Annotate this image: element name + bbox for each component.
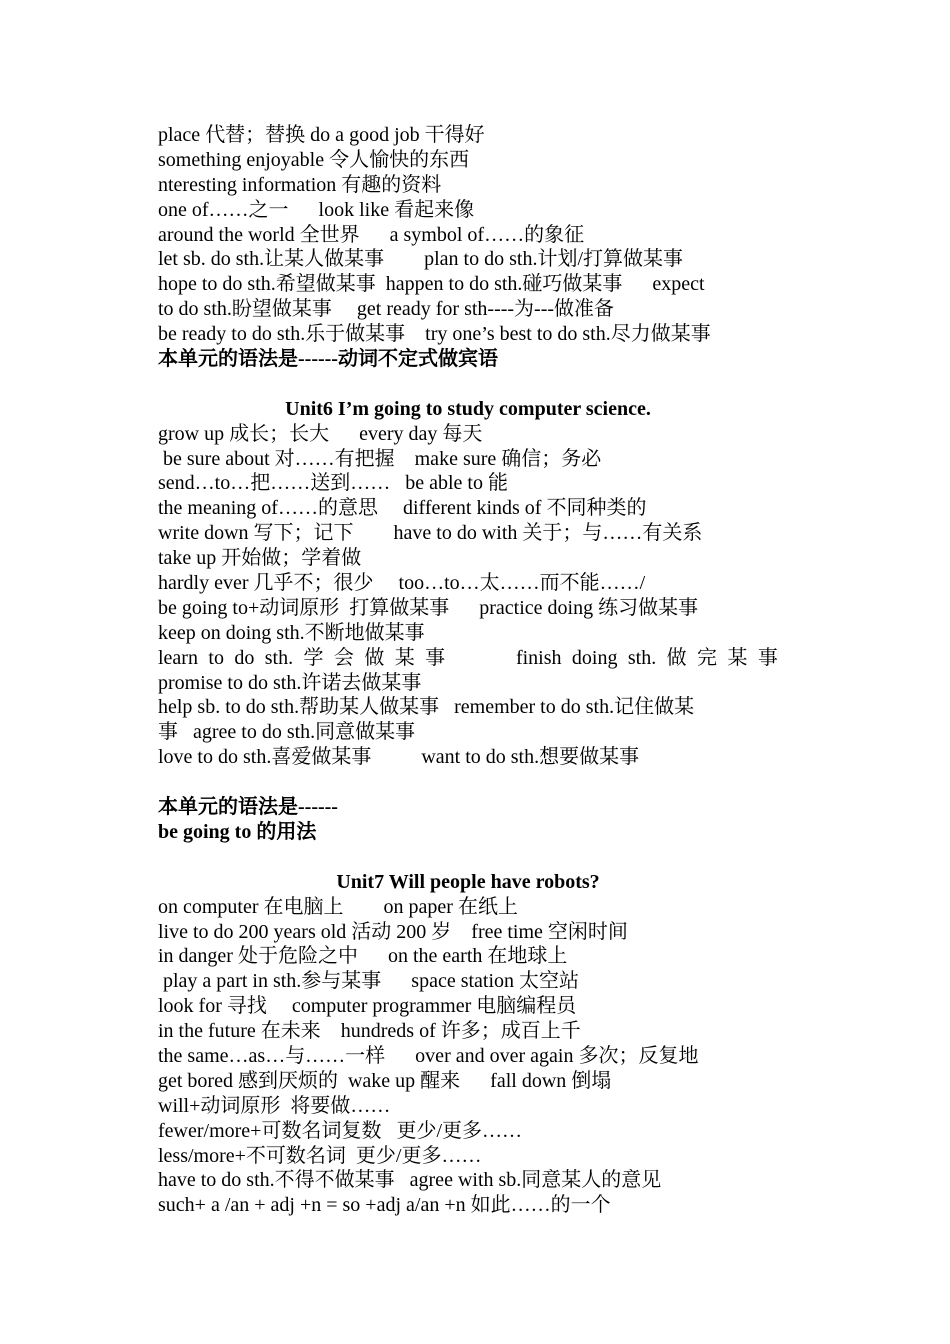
word: 某 (394, 646, 415, 669)
vocab-line: in the future 在未来 hundreds of 许多；成百上千 (158, 1020, 581, 1043)
vocab-line: look for 寻找 computer programmer 电脑编程员 (158, 995, 577, 1018)
word: do (234, 646, 255, 669)
word: 某 (727, 646, 748, 669)
vocab-line: play a part in sth.参与某事 space station 太空站 (158, 970, 580, 993)
spacer (158, 372, 778, 397)
word: 做 (666, 646, 687, 669)
spacer (158, 770, 778, 795)
vocab-line: to do sth.盼望做某事 get ready for sth----为---做准备 (158, 298, 615, 321)
word: learn (158, 646, 198, 669)
grammar-note: 本单元的语法是------动词不定式做宾语 (158, 348, 498, 371)
vocab-line: be sure about 对……有把握 make sure 确信；务必 (158, 447, 602, 470)
vocab-line: keep on doing sth.不断地做某事 (158, 621, 425, 644)
vocab-line: write down 写下；记下 have to do with 关于；与……有关系 (158, 522, 703, 545)
vocab-line: such+ a /an + adj +n = so +adj a/an +n 如此……的一个 (158, 1194, 611, 1217)
vocab-line: the meaning of……的意思 different kinds of 不同种类的 (158, 497, 647, 520)
vocab-line: one of……之一 look like 看起来像 (158, 198, 475, 221)
word: 做 (364, 646, 385, 669)
word: 会 (333, 646, 354, 669)
vocab-line: take up 开始做；学着做 (158, 547, 362, 570)
vocab-line: around the world 全世界 a symbol of……的象征 (158, 223, 585, 246)
vocab-line: in danger 处于危险之中 on the earth 在地球上 (158, 945, 568, 968)
vocab-line: grow up 成长；长大 every day 每天 (158, 422, 483, 445)
vocab-line: something enjoyable 令人愉快的东西 (158, 148, 470, 171)
spacer (158, 845, 778, 870)
vocab-line: hope to do sth.希望做某事 happen to do sth.碰巧做某事 expect (158, 273, 705, 296)
vocab-line: live to do 200 years old 活动 200 岁 free time 空闲时间 (158, 920, 628, 943)
unit-title: Unit6 I’m going to study computer science. (285, 397, 651, 420)
unit-title: Unit7 Will people have robots? (336, 870, 600, 893)
vocab-line: place 代替；替换 do a good job 干得好 (158, 124, 485, 146)
vocab-line: be ready to do sth.乐于做某事 try one’s best to do sth.尽力做某事 (158, 323, 711, 346)
word: doing (571, 646, 618, 669)
vocab-line: send…to…把……送到…… be able to 能 (158, 472, 508, 495)
word: 事 (425, 646, 446, 669)
vocab-line: the same…as…与……一样 over and over again 多次；反复地 (158, 1044, 699, 1067)
gap (456, 646, 506, 671)
vocab-line: hardly ever 几乎不；很少 too…to…太……而不能……/ (158, 572, 646, 595)
vocab-line: fewer/more+可数名词复数 更少/更多…… (158, 1119, 523, 1142)
word: sth. (627, 646, 657, 669)
vocab-line: 事 agree to do sth.同意做某事 (158, 721, 416, 744)
word: 事 (757, 646, 778, 669)
vocab-line: get bored 感到厌烦的 wake up 醒来 fall down 倒塌 (158, 1069, 612, 1092)
vocab-line: help sb. to do sth.帮助某人做某事 remember to do sth.记住做某 (158, 696, 695, 719)
vocab-line: will+动词原形 将要做…… (158, 1094, 391, 1117)
grammar-note: be going to 的用法 (158, 820, 317, 843)
word: sth. (264, 646, 294, 669)
word: to (208, 646, 224, 669)
vocab-line: on computer 在电脑上 on paper 在纸上 (158, 895, 518, 918)
word: finish (515, 646, 562, 669)
vocab-line: be going to+动词原形 打算做某事 practice doing 练习做某事 (158, 596, 699, 619)
grammar-note: 本单元的语法是------ (158, 796, 338, 819)
word: 学 (303, 646, 324, 669)
vocab-line: have to do sth.不得不做某事 agree with sb.同意某人的意见 (158, 1169, 662, 1192)
vocab-line: love to do sth.喜爱做某事 want to do sth.想要做某事 (158, 746, 640, 769)
vocab-line: nteresting information 有趣的资料 (158, 173, 442, 196)
vocab-line-justified (158, 646, 778, 671)
vocab-line: promise to do sth.许诺去做某事 (158, 671, 422, 694)
word: 完 (697, 646, 718, 669)
vocab-line: less/more+不可数名词 更少/更多…… (158, 1144, 482, 1167)
document-body (158, 123, 778, 1218)
vocab-line: let sb. do sth.让某人做某事 plan to do sth.计划/打算做某事 (158, 248, 683, 271)
